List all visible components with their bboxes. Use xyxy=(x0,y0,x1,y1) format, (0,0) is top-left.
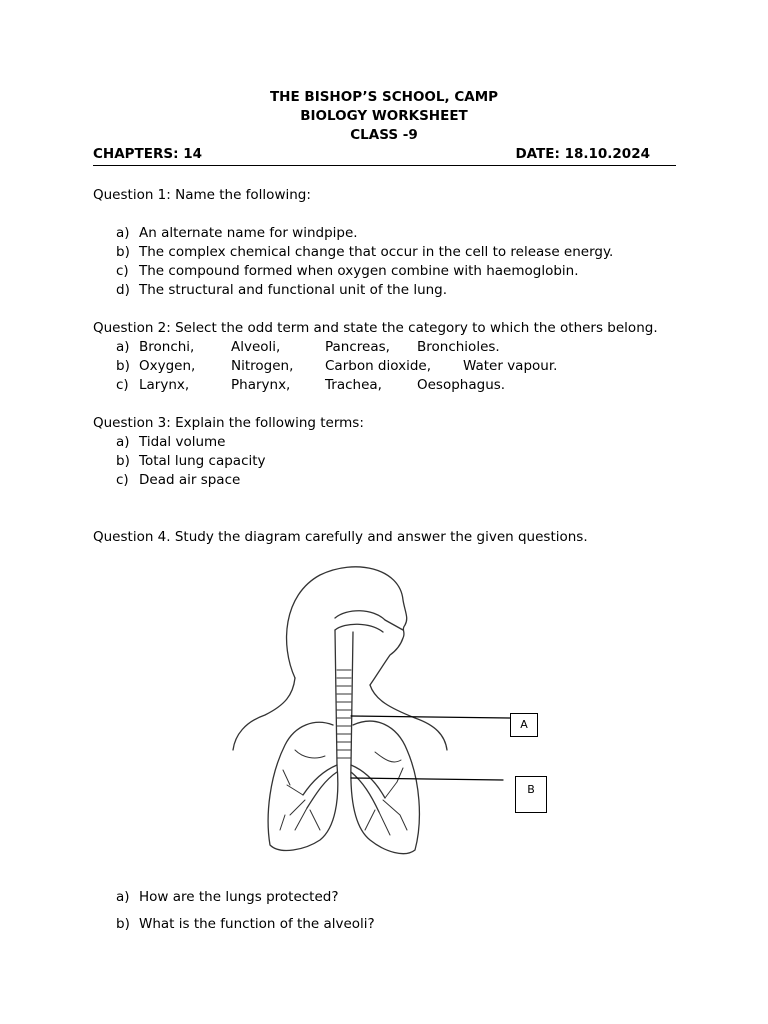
worksheet-title: BIOLOGY WORKSHEET xyxy=(300,108,468,124)
header-divider xyxy=(93,165,676,166)
chapters-label: CHAPTERS: 14 xyxy=(93,146,202,162)
term: Water vapour. xyxy=(463,358,558,374)
label-a-line xyxy=(351,716,510,718)
item-marker: c) xyxy=(116,472,129,488)
term: Trachea, xyxy=(325,377,382,393)
q2-row xyxy=(116,358,616,376)
term: Bronchi, xyxy=(139,339,195,355)
term: Alveoli, xyxy=(231,339,281,355)
item-marker: a) xyxy=(116,339,130,355)
respiratory-system-diagram xyxy=(225,560,555,875)
term: Oxygen, xyxy=(139,358,196,374)
item-marker: c) xyxy=(116,377,129,393)
item-text: The structural and functional unit of the lung. xyxy=(139,282,448,298)
item-marker: a) xyxy=(116,889,130,905)
term: Larynx, xyxy=(139,377,190,393)
q2-row xyxy=(116,339,616,357)
item-text: Tidal volume xyxy=(139,434,226,450)
term: Pancreas, xyxy=(325,339,390,355)
question-4-title: Question 4. Study the diagram carefully and answer the given questions. xyxy=(93,529,588,545)
term: Oesophagus. xyxy=(417,377,506,393)
head-outline xyxy=(287,567,407,685)
trachea xyxy=(335,630,337,765)
item-marker: c) xyxy=(116,263,129,279)
question-3-title: Question 3: Explain the following terms: xyxy=(93,415,364,431)
item-marker: d) xyxy=(116,282,130,298)
shoulder-outline xyxy=(233,678,295,750)
question-1-title: Question 1: Name the following: xyxy=(93,187,311,203)
item-marker: b) xyxy=(116,358,130,374)
term: Pharynx, xyxy=(231,377,291,393)
item-text: What is the function of the alveoli? xyxy=(139,916,375,932)
right-lung xyxy=(351,721,420,853)
label-b-line xyxy=(351,778,503,780)
item-text: Dead air space xyxy=(139,472,241,488)
item-marker: b) xyxy=(116,453,130,469)
label-b-box: B xyxy=(515,776,547,813)
term: Nitrogen, xyxy=(231,358,294,374)
item-text: An alternate name for windpipe. xyxy=(139,225,358,241)
date-label: DATE: 18.10.2024 xyxy=(515,146,650,162)
item-text: The complex chemical change that occur in the cell to release energy. xyxy=(139,244,614,260)
item-marker: a) xyxy=(116,434,130,450)
bronchi xyxy=(303,765,385,798)
term: Carbon dioxide, xyxy=(325,358,431,374)
left-lung xyxy=(268,722,338,850)
term: Bronchioles. xyxy=(417,339,500,355)
label-a-box: A xyxy=(510,713,538,737)
q2-row xyxy=(116,377,616,395)
question-2-title: Question 2: Select the odd term and state the category to which the others belong. xyxy=(93,320,658,336)
item-text: Total lung capacity xyxy=(139,453,266,469)
item-text: How are the lungs protected? xyxy=(139,889,339,905)
item-marker: a) xyxy=(116,225,130,241)
item-text: The compound formed when oxygen combine with haemoglobin. xyxy=(139,263,579,279)
class-label: CLASS -9 xyxy=(350,127,418,143)
meta-row xyxy=(93,146,676,166)
item-marker: b) xyxy=(116,244,130,260)
item-marker: b) xyxy=(116,916,130,932)
school-name: THE BISHOP’S SCHOOL, CAMP xyxy=(269,89,499,105)
